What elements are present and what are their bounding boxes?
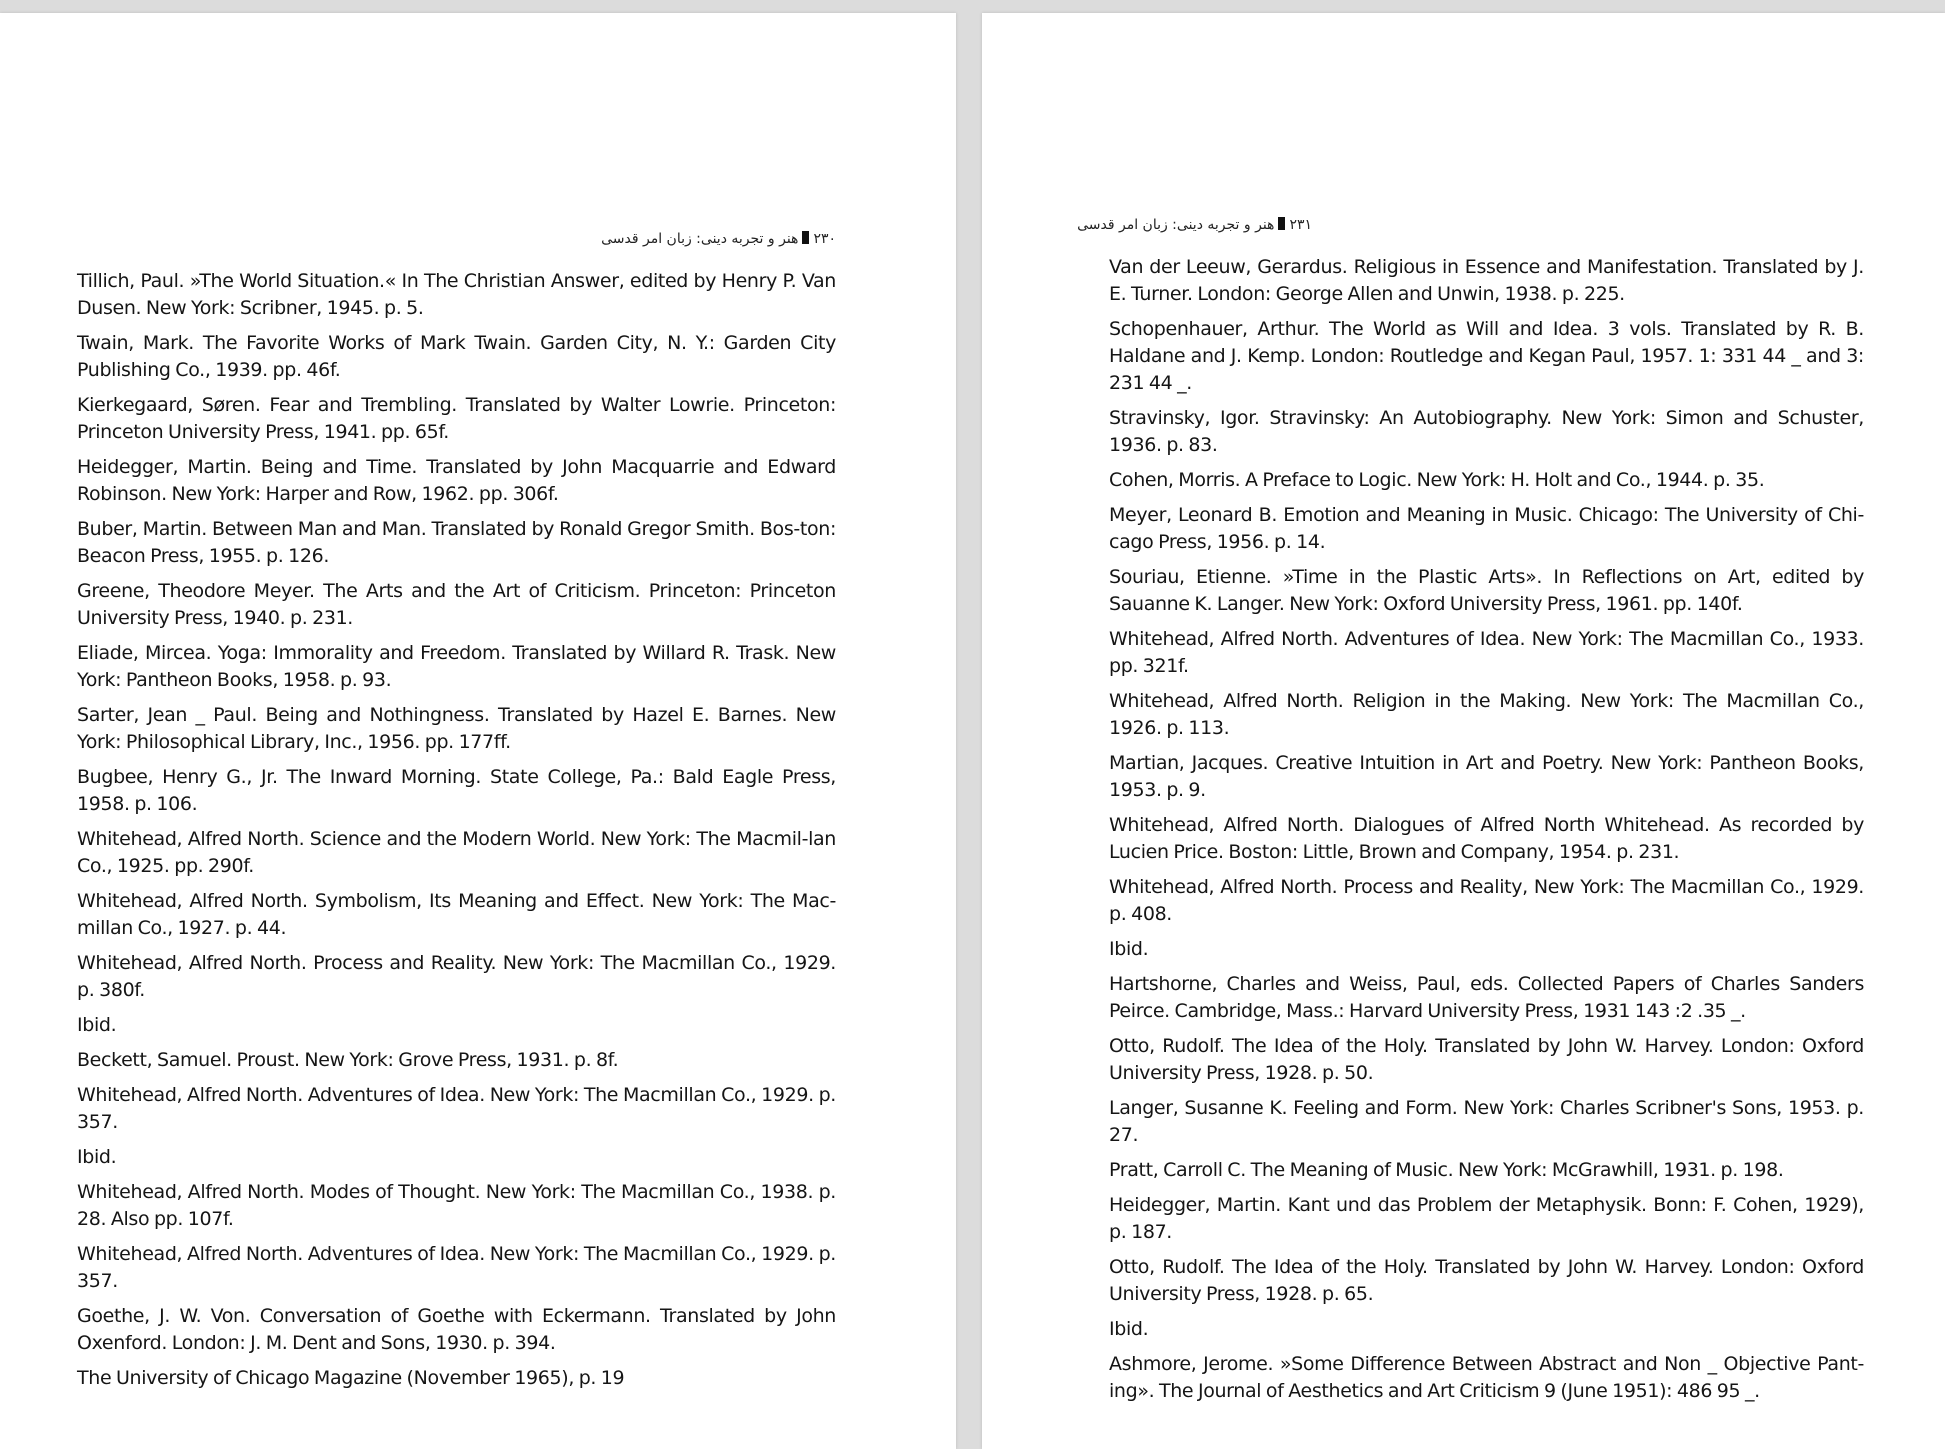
reference-item: Heidegger, Martin. Being and Time. Translated by John Macquarrie and Edward Robinson. New York: Harper and Row, 1962. pp. 306f.: [77, 456, 836, 505]
running-header: [601, 231, 836, 247]
running-title: هنر و تجربه دینی: زبان امر قدسی: [1077, 217, 1275, 233]
reference-item: Schopenhauer, Arthur. The World as Will and Idea. 3 vols. Translated by R. B. Haldane and J. Kemp. London: Routledge and Kegan Paul, 1957. 1: 331 44 _ and 3: 231 44 _.: [1109, 318, 1864, 394]
page-230: [0, 13, 956, 1449]
reference-list: [77, 268, 836, 1400]
reference-item: Sarter, Jean _ Paul. Being and Nothingness. Translated by Hazel E. Barnes. New York: Philosophical Library, Inc., 1956. pp. 177ff.: [77, 704, 836, 753]
reference-item: Ashmore, Jerome. »Some Difference Between Abstract and Non _ Objective Pant-ing». The Journal of Aesthetics and Art Criticism 9 (June 1951): 486 95 _.: [1109, 1353, 1864, 1402]
reference-item: Ibid.: [77, 1014, 117, 1036]
reference-item: Kierkegaard, Søren. Fear and Trembling. Translated by Walter Lowrie. Princeton: Princeton University Press, 1941. pp. 65f.: [77, 394, 836, 443]
reference-item: Whitehead, Alfred North. Adventures of Idea. New York: The Macmillan Co., 1933. pp. 321f.: [1109, 628, 1864, 677]
page-number: ۲۳۰: [813, 231, 836, 247]
reference-list: [1109, 254, 1864, 1413]
reference-item: Pratt, Carroll C. The Meaning of Music. New York: McGrawhill, 1931. p. 198.: [1109, 1159, 1784, 1181]
reference-item: The University of Chicago Magazine (November 1965), p. 19: [77, 1367, 625, 1389]
reference-item: Tillich, Paul. »The World Situation.« In The Christian Answer, edited by Henry P. Van Dusen. New York: Scribner, 1945. p. 5.: [77, 270, 836, 319]
reference-item: Bugbee, Henry G., Jr. The Inward Morning. State College, Pa.: Bald Eagle Press, 1958. p. 106.: [77, 766, 836, 815]
reference-item: Van der Leeuw, Gerardus. Religious in Essence and Manifestation. Translated by J. E. Turner. London: George Allen and Unwin, 1938. p. 225.: [1109, 256, 1864, 305]
reference-item: Whitehead, Alfred North. Religion in the Making. New York: The Macmillan Co., 1926. p. 113.: [1109, 690, 1864, 739]
page-231: [982, 13, 1945, 1449]
reference-item: Twain, Mark. The Favorite Works of Mark Twain. Garden City, N. Y.: Garden City Publishing Co., 1939. pp. 46f.: [77, 332, 836, 381]
reference-item: Whitehead, Alfred North. Modes of Thought. New York: The Macmillan Co., 1938. p. 28. Also pp. 107f.: [77, 1181, 836, 1230]
reference-item: Meyer, Leonard B. Emotion and Meaning in Music. Chicago: The University of Chi-cago Press, 1956. p. 14.: [1109, 504, 1864, 553]
reference-item: Eliade, Mircea. Yoga: Immorality and Freedom. Translated by Willard R. Trask. New York: Pantheon Books, 1958. p. 93.: [77, 642, 836, 691]
header-separator-icon: [1278, 217, 1285, 230]
reference-item: Whitehead, Alfred North. Process and Reality. New York: The Macmillan Co., 1929. p. 380f.: [77, 952, 836, 1001]
reference-item: Ibid.: [1109, 938, 1149, 960]
page-number: ۲۳۱: [1289, 217, 1312, 233]
reference-item: Souriau, Etienne. »Time in the Plastic Arts». In Reflections on Art, edited by Sauanne K. Langer. New York: Oxford University Press, 1961. pp. 140f.: [1109, 566, 1864, 615]
reference-item: Langer, Susanne K. Feeling and Form. New York: Charles Scribner's Sons, 1953. p. 27.: [1109, 1097, 1864, 1146]
reference-item: Whitehead, Alfred North. Adventures of Idea. New York: The Macmillan Co., 1929. p. 357.: [77, 1243, 836, 1292]
reference-item: Ibid.: [77, 1146, 117, 1168]
reference-item: Goethe, J. W. Von. Conversation of Goethe with Eckermann. Translated by John Oxenford. London: J. M. Dent and Sons, 1930. p. 394.: [77, 1305, 836, 1354]
reference-item: Stravinsky, Igor. Stravinsky: An Autobiography. New York: Simon and Schuster, 1936. p. 83.: [1109, 407, 1864, 456]
running-title: هنر و تجربه دینی: زبان امر قدسی: [601, 231, 799, 247]
reference-item: Cohen, Morris. A Preface to Logic. New York: H. Holt and Co., 1944. p. 35.: [1109, 469, 1765, 491]
reference-item: Martian, Jacques. Creative Intuition in Art and Poetry. New York: Pantheon Books, 1953. p. 9.: [1109, 752, 1864, 801]
reference-item: Whitehead, Alfred North. Symbolism, Its Meaning and Effect. New York: The Mac-millan Co., 1927. p. 44.: [77, 890, 836, 939]
reference-item: Whitehead, Alfred North. Science and the Modern World. New York: The Macmil-lan Co., 1925. pp. 290f.: [77, 828, 836, 877]
reference-item: Whitehead, Alfred North. Dialogues of Alfred North Whitehead. As recorded by Lucien Price. Boston: Little, Brown and Company, 1954. p. 231.: [1109, 814, 1864, 863]
header-separator-icon: [802, 231, 809, 244]
reference-item: Ibid.: [1109, 1318, 1149, 1340]
reference-item: Whitehead, Alfred North. Process and Reality, New York: The Macmillan Co., 1929. p. 408.: [1109, 876, 1864, 925]
reference-item: Hartshorne, Charles and Weiss, Paul, eds. Collected Papers of Charles Sanders Peirce. Cambridge, Mass.: Harvard University Press, 1931 143 :2 .35 _.: [1109, 973, 1864, 1022]
reference-item: Otto, Rudolf. The Idea of the Holy. Translated by John W. Harvey. London: Oxford University Press, 1928. p. 50.: [1109, 1035, 1864, 1084]
reference-item: Buber, Martin. Between Man and Man. Translated by Ronald Gregor Smith. Bos-ton: Beacon Press, 1955. p. 126.: [77, 518, 836, 567]
running-header: [1077, 217, 1312, 233]
reference-item: Beckett, Samuel. Proust. New York: Grove Press, 1931. p. 8f.: [77, 1049, 619, 1071]
reference-item: Whitehead, Alfred North. Adventures of Idea. New York: The Macmillan Co., 1929. p. 357.: [77, 1084, 836, 1133]
reference-item: Greene, Theodore Meyer. The Arts and the Art of Criticism. Princeton: Princeton University Press, 1940. p. 231.: [77, 580, 836, 629]
reference-item: Otto, Rudolf. The Idea of the Holy. Translated by John W. Harvey. London: Oxford University Press, 1928. p. 65.: [1109, 1256, 1864, 1305]
reference-item: Heidegger, Martin. Kant und das Problem der Metaphysik. Bonn: F. Cohen, 1929), p. 187.: [1109, 1194, 1864, 1243]
